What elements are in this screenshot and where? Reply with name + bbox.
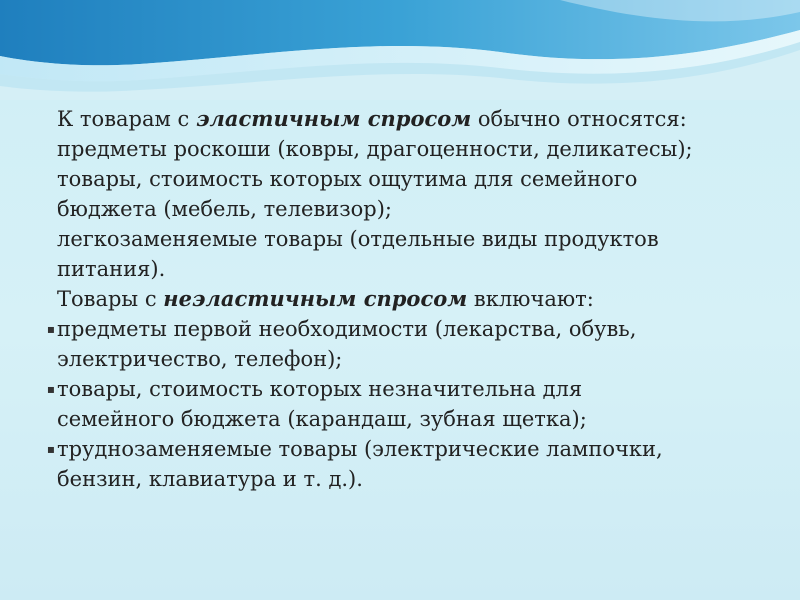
list-item: ▪ предметы первой необходимости (лекарства, обувь, bbox=[0, 314, 760, 344]
intro-elastic: К товарам с эластичным спросом обычно относятся: bbox=[57, 106, 687, 131]
square-bullet-icon: ▪ bbox=[46, 382, 56, 396]
list-item-continuation: семейного бюджета (карандаш, зубная щетка); bbox=[57, 407, 587, 431]
intro-inelastic: Товары с неэластичным спросом включают: bbox=[57, 286, 594, 311]
list-item-continuation: электричество, телефон); bbox=[57, 347, 343, 371]
list-item: товары, стоимость которых ощутима для семейного bbox=[57, 167, 638, 191]
decorative-wave-header bbox=[0, 0, 800, 100]
list-item: ▪ труднозаменяемые товары (электрические лампочки, bbox=[0, 434, 760, 464]
square-bullet-icon: ▪ bbox=[46, 322, 56, 336]
term-inelastic-demand: неэластичным спросом bbox=[163, 286, 468, 311]
list-item: ▪ товары, стоимость которых незначительна для bbox=[0, 374, 760, 404]
list-item: легкозаменяемые товары (отдельные виды продуктов bbox=[57, 227, 659, 251]
term-elastic-demand: эластичным спросом bbox=[195, 106, 472, 131]
list-item: предметы роскоши (ковры, драгоценности, деликатесы); bbox=[57, 137, 693, 161]
square-bullet-icon: ▪ bbox=[46, 442, 56, 456]
list-item-continuation: бюджета (мебель, телевизор); bbox=[57, 197, 393, 221]
list-item-continuation: питания). bbox=[57, 257, 166, 281]
slide-text bbox=[0, 104, 760, 494]
list-item-continuation: бензин, клавиатура и т. д.). bbox=[57, 467, 363, 491]
